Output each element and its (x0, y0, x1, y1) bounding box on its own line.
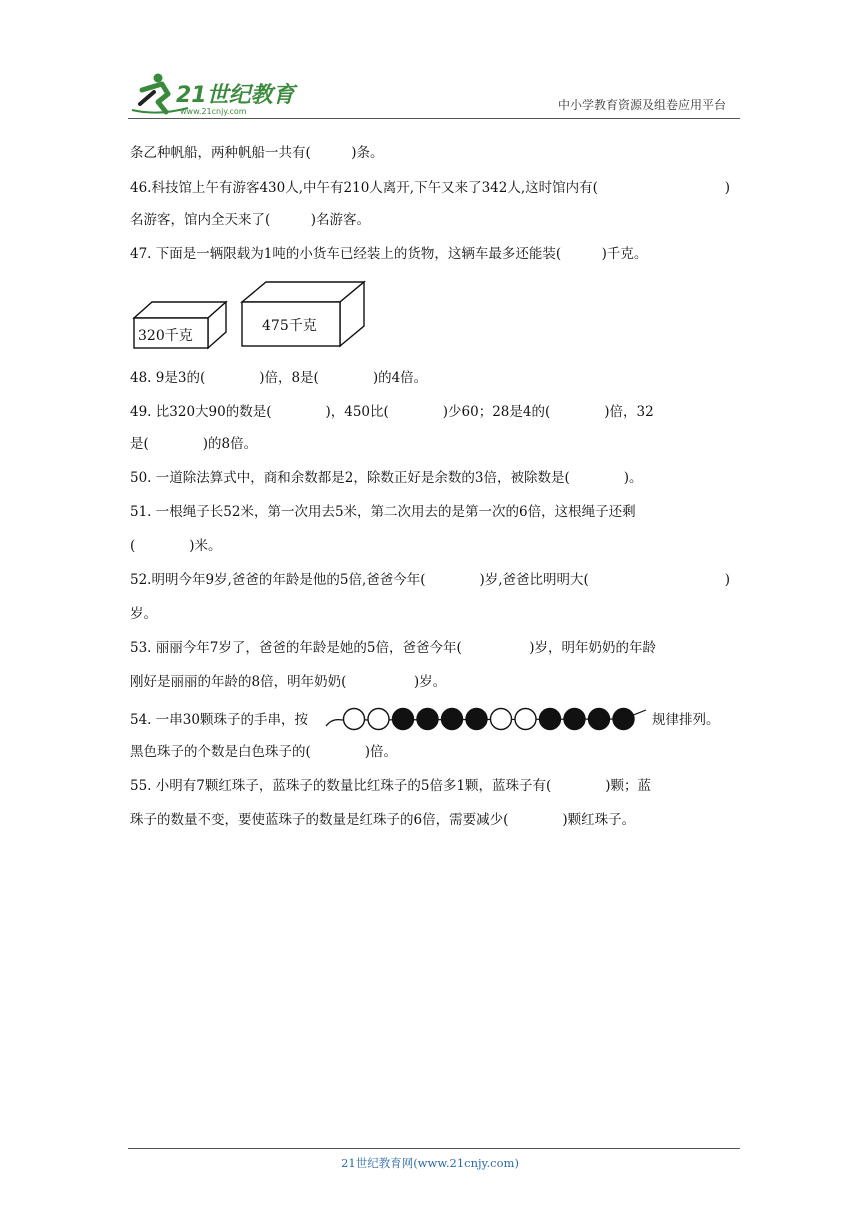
question-51-line1: 51. 一根绳子长52米，第一次用去5米，第二次用去的是第一次的6倍，这根绳子还剩 (130, 504, 636, 520)
question-48: 48. 9是3的( )倍，8是( )的4倍。 (130, 370, 428, 386)
question-45-tail: 条乙种帆船，两种帆船一共有( )条。 (130, 145, 384, 161)
question-52-line2: 岁。 (130, 606, 157, 622)
question-55-line2: 珠子的数量不变，要使蓝珠子的数量是红珠子的6倍，需要减少( )颗红珠子。 (130, 812, 636, 828)
question-50: 50. 一道除法算式中，商和余数都是2，除数正好是余数的3倍，被除数是( )。 (130, 470, 643, 486)
black-bead (466, 709, 487, 730)
platform-title: 中小学教育资源及组卷应用平台 (557, 98, 726, 112)
white-bead (368, 709, 389, 730)
white-bead (491, 709, 512, 730)
footer-divider (128, 1148, 740, 1149)
black-bead (613, 709, 634, 730)
question-53-line2: 刚好是丽丽的年龄的8倍，明年奶奶( )岁。 (130, 674, 447, 690)
black-bead (540, 709, 561, 730)
bead-bracelet-figure (324, 704, 654, 736)
question-49-line2: 是( )的8倍。 (130, 436, 258, 452)
question-54-line1: 54. 一串30颗珠子的手串，按 规律排列。 (130, 706, 730, 734)
header-divider (128, 118, 740, 119)
logo-21cnjy (128, 70, 298, 118)
footer-link[interactable]: 21世纪教育网(www.21cnjy.com) (341, 1156, 519, 1170)
svg-text:www.21cnjy.com: www.21cnjy.com (180, 107, 247, 116)
black-bead (589, 709, 610, 730)
box1-label: 320千克 (138, 328, 193, 344)
question-47: 47. 下面是一辆限载为1吨的小货车已经装上的货物，这辆车最多还能装( )千克。 (130, 246, 648, 262)
question-54-line2: 黑色珠子的个数是白色珠子的( )倍。 (130, 744, 398, 760)
question-49-line1: 49. 比320大90的数是( )，450比( )少60；28是4的( )倍，32 (130, 404, 654, 420)
question-46-line2: 名游客，馆内全天来了( )名游客。 (130, 212, 371, 228)
question-52-line1: 52.明明今年9岁,爸爸的年龄是他的5倍,爸爸今年( )岁,爸爸比明明大( ) (130, 572, 730, 588)
box2-label: 475千克 (262, 318, 317, 334)
white-bead (515, 709, 536, 730)
black-bead (417, 709, 438, 730)
white-bead (344, 709, 365, 730)
black-bead (564, 709, 585, 730)
black-bead (442, 709, 463, 730)
black-bead (393, 709, 414, 730)
question-51-line2: ( )米。 (130, 538, 222, 554)
svg-text:21世纪教育: 21世纪教育 (176, 83, 295, 108)
cargo-boxes-figure (130, 280, 370, 352)
question-55-line1: 55. 小明有7颗红珠子，蓝珠子的数量比红珠子的5倍多1颗，蓝珠子有( )颗；蓝 (130, 778, 652, 794)
question-46-line1: 46.科技馆上午有游客430人,中午有210人离开,下午又来了342人,这时馆内有( ) (130, 180, 730, 196)
page-header (128, 64, 740, 120)
question-53-line1: 53. 丽丽今年7岁了，爸爸的年龄是她的5倍，爸爸今年( )岁，明年奶奶的年龄 (130, 640, 656, 656)
